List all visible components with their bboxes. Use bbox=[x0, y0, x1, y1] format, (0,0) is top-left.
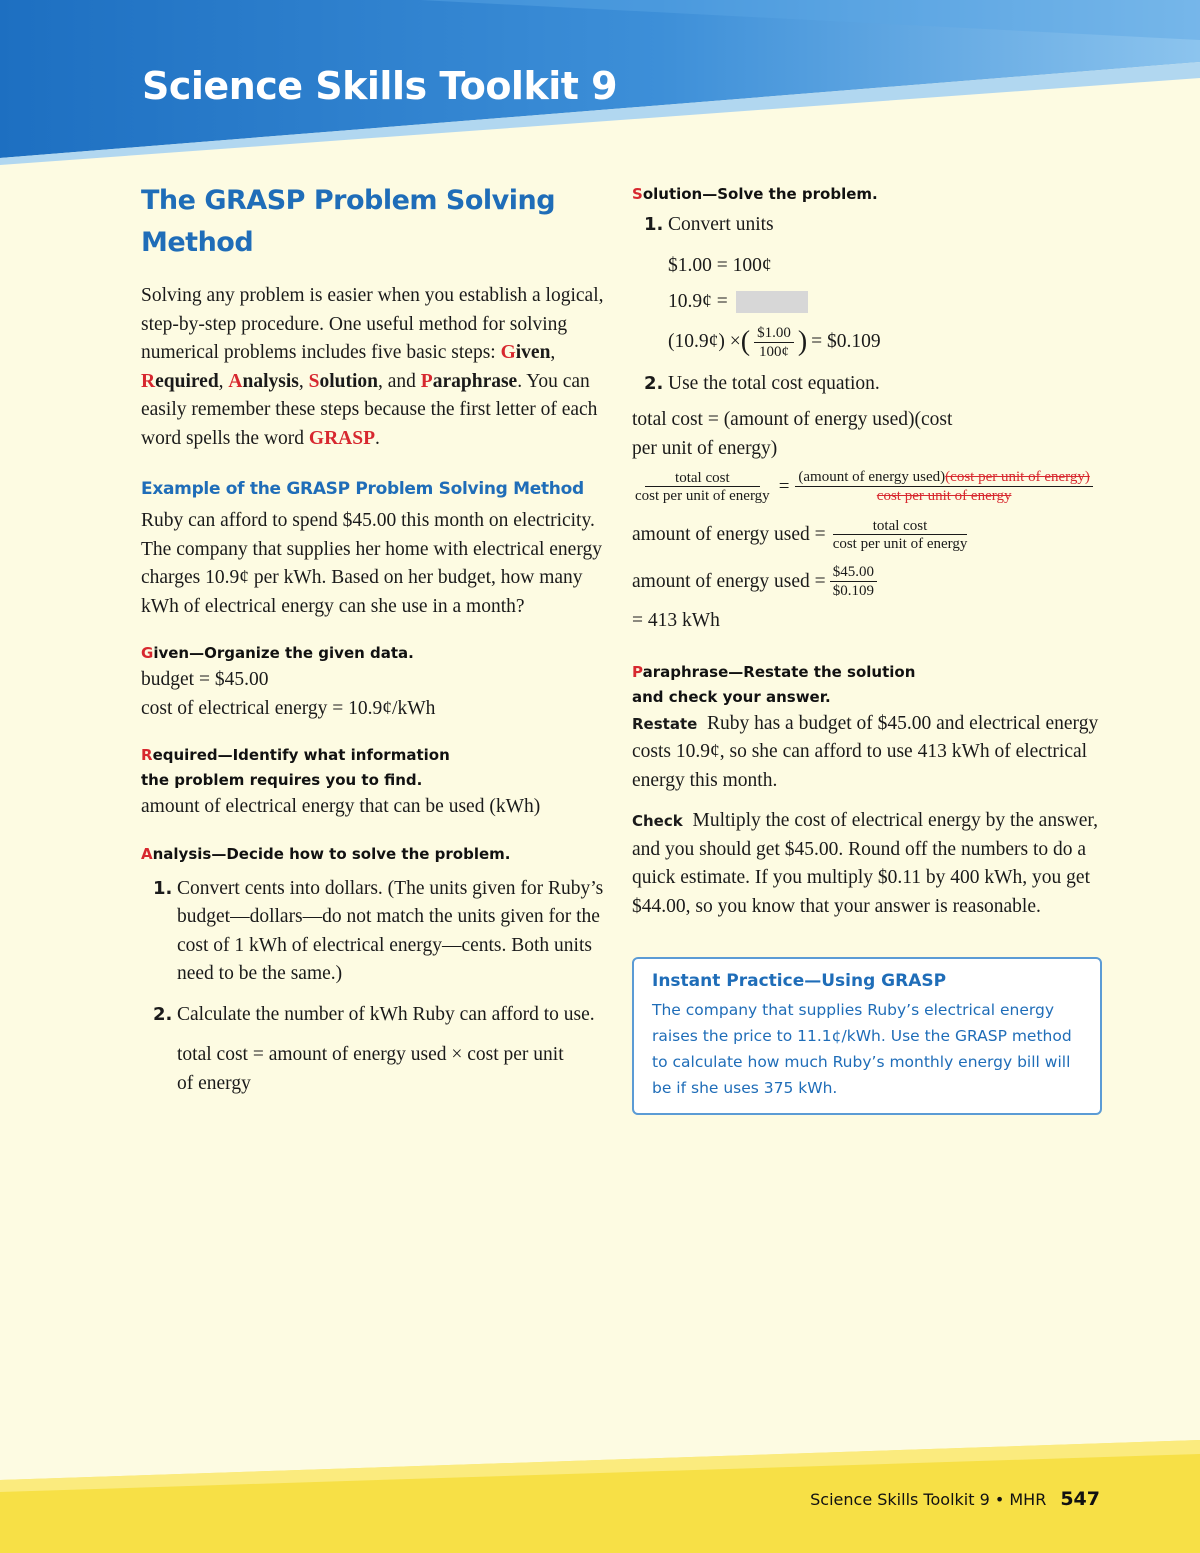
intro-paragraph: Solving any problem is easier when you establish a logical, step-by-step procedure. One useful method for solving numerical problems includes five basic steps: Given, Required, Analysis, Solution, and Paraphrase. You can easily remember these steps because the first letter of each word spells the word GRASP. bbox=[141, 285, 604, 449]
energy-used-fraction-2-top: $45.00 bbox=[830, 564, 877, 582]
step-rest-given: iven bbox=[515, 342, 551, 363]
solution-item-2-number: 2. bbox=[644, 372, 664, 394]
rearranged-right-top-a: (amount of energy used) bbox=[798, 469, 946, 485]
conversion-line-2-text: 10.9¢ = bbox=[668, 291, 728, 312]
required-heading bbox=[141, 743, 611, 793]
energy-used-equation-2 bbox=[632, 564, 1102, 599]
footer-running-head: Science Skills Toolkit 9 • MHR bbox=[810, 1490, 1047, 1509]
equals-sign: = bbox=[778, 475, 790, 497]
conversion-line-3-left: (10.9¢) × bbox=[668, 330, 741, 352]
instant-practice-box bbox=[632, 957, 1102, 1115]
energy-used-equation-1 bbox=[632, 518, 1102, 552]
energy-used-label-2: amount of energy used = bbox=[632, 570, 826, 592]
solution-heading-text: olution—Solve the problem. bbox=[642, 185, 878, 203]
solution-heading bbox=[632, 182, 1102, 207]
energy-used-result: = 413 kWh bbox=[632, 610, 720, 631]
restate-text: Ruby has a budget of $45.00 and electrical energy costs 10.9¢, so she can afford to use 413 kWh of electrical energy this month. bbox=[632, 712, 1099, 791]
step-initial-r: R bbox=[141, 370, 156, 392]
given-heading bbox=[141, 641, 611, 666]
solution-item-1-number: 1. bbox=[644, 214, 664, 235]
energy-used-fraction-2 bbox=[830, 564, 877, 599]
given-heading-text: iven—Organize the given data. bbox=[153, 644, 414, 662]
grasp-word: GRASP bbox=[308, 427, 375, 449]
rearranged-left-fraction bbox=[632, 470, 773, 504]
step-rest-required: equired bbox=[155, 370, 219, 392]
solution-initial: S bbox=[632, 185, 643, 203]
analysis-item-1-text: Convert cents into dollars. (The units given for Ruby’s budget—dollars—do not match the units given for the cost of 1 kWh of electrical energy—cents. Both units need to be the same.) bbox=[177, 877, 604, 984]
analysis-initial: A bbox=[141, 844, 153, 863]
rearranged-equation bbox=[632, 469, 1102, 504]
conversion-line-2 bbox=[668, 288, 1102, 317]
conversion-line-3-right: = $0.109 bbox=[811, 330, 881, 352]
intro-text: Solving any problem is easier when you establish a logical, step-by-step procedure. One useful method for solving numerical problems includes five basic steps: bbox=[141, 285, 604, 363]
answer-blank-box bbox=[736, 291, 808, 313]
given-initial: G bbox=[141, 644, 154, 662]
given-line-budget: budget = $45.00 bbox=[141, 669, 269, 690]
cancelled-term-bottom: cost per unit of energy bbox=[876, 488, 1012, 504]
conversion-line-1: $1.00 = 100¢ bbox=[668, 254, 772, 276]
paraphrase-initial: P bbox=[632, 662, 643, 681]
analysis-item-1-number: 1. bbox=[153, 877, 173, 899]
step-initial-s: S bbox=[308, 370, 320, 392]
analysis-equation: total cost = amount of energy used × cost per unit of energy bbox=[177, 1044, 564, 1094]
right-column bbox=[632, 182, 1102, 1115]
instant-practice-title: Instant Practice—Using GRASP bbox=[652, 971, 947, 991]
page-header-title: Science Skills Toolkit 9 bbox=[142, 64, 618, 108]
header-banner bbox=[0, 0, 1200, 165]
energy-used-fraction-2-bottom: $0.109 bbox=[832, 583, 874, 599]
analysis-item-2-text: Calculate the number of kWh Ruby can afford to use. bbox=[177, 1003, 595, 1025]
conversion-fraction-bottom: 100¢ bbox=[758, 343, 789, 360]
total-cost-equation: total cost = (amount of energy used)(cost per unit of energy) bbox=[632, 409, 953, 459]
left-paren: ( bbox=[740, 326, 751, 357]
given-line-cost: cost of electrical energy = 10.9¢/kWh bbox=[141, 697, 436, 719]
required-heading-line1: equired—Identify what information bbox=[152, 746, 450, 764]
rearranged-right-top bbox=[795, 469, 1092, 487]
restate-label: Restate bbox=[632, 714, 698, 733]
solution-item-2-text: Use the total cost equation. bbox=[668, 372, 880, 394]
example-heading: Example of the GRASP Problem Solving Method bbox=[141, 479, 584, 499]
section-title: The GRASP Problem Solving Method bbox=[141, 185, 556, 258]
analysis-item-1 bbox=[153, 875, 611, 989]
step-rest-solution: olution bbox=[319, 370, 379, 392]
left-column bbox=[141, 180, 611, 1118]
energy-used-fraction-1-bottom: cost per unit of energy bbox=[832, 536, 968, 552]
given-block bbox=[141, 641, 611, 723]
restate-paragraph bbox=[632, 710, 1102, 796]
check-text: Multiply the cost of electrical energy by the answer, and you should get $45.00. Round off the numbers to do a quick estimate. If you multiply $0.11 by 400 kWh, you get $44.00, so you know that your answer is reasonable. bbox=[632, 810, 1099, 917]
page-footer bbox=[810, 1488, 1100, 1510]
rearranged-right-fraction bbox=[795, 469, 1092, 504]
check-paragraph bbox=[632, 807, 1102, 921]
step-rest-analysis: nalysis bbox=[242, 370, 299, 392]
analysis-item-2-number: 2. bbox=[153, 1003, 173, 1025]
required-text: amount of electrical energy that can be used (kWh) bbox=[141, 796, 541, 817]
example-problem: Ruby can afford to spend $45.00 this month on electricity. The company that supplies her home with electrical energy charges 10.9¢ per kWh. Based on her budget, how many kWh of electrical energy can she use in a month? bbox=[141, 510, 602, 617]
analysis-block bbox=[141, 842, 611, 1099]
analysis-item-2 bbox=[153, 1001, 611, 1030]
paraphrase-heading bbox=[632, 660, 1102, 710]
solution-item-2 bbox=[644, 370, 1102, 399]
check-label: Check bbox=[632, 812, 683, 830]
rearranged-left-top: total cost bbox=[645, 470, 760, 487]
energy-used-fraction-1 bbox=[830, 518, 971, 552]
required-initial: R bbox=[141, 746, 153, 764]
step-initial-p: P bbox=[420, 370, 433, 392]
energy-used-label-1: amount of energy used = bbox=[632, 524, 826, 545]
required-block bbox=[141, 743, 611, 822]
conversion-fraction-top: $1.00 bbox=[754, 325, 794, 343]
analysis-heading-text: nalysis—Decide how to solve the problem. bbox=[152, 844, 511, 863]
paraphrase-heading-line2: and check your answer. bbox=[632, 687, 831, 706]
analysis-heading bbox=[141, 842, 611, 867]
cancelled-term-top: (cost per unit of energy) bbox=[945, 469, 1090, 485]
rearranged-left-bottom: cost per unit of energy bbox=[635, 487, 770, 504]
step-initial-a: A bbox=[228, 370, 243, 392]
step-initial-g: G bbox=[500, 342, 516, 363]
solution-item-1-text: Convert units bbox=[668, 214, 774, 235]
intro-suffix-text: You can easily remember these steps because the first letter of each word spells the word bbox=[141, 370, 598, 449]
conversion-line-3 bbox=[668, 325, 1102, 360]
conversion-fraction bbox=[754, 325, 794, 360]
solution-item-1 bbox=[644, 211, 1102, 240]
energy-used-fraction-1-top: total cost bbox=[833, 518, 968, 535]
instant-practice-text: The company that supplies Ruby’s electrical energy raises the price to 11.1¢/kWh. Use the GRASP method to calculate how much Ruby’s monthly energy bill will be if she uses 375 kWh. bbox=[652, 1001, 1072, 1097]
step-rest-paraphrase: araphrase bbox=[432, 370, 518, 392]
right-paren: ) bbox=[797, 326, 808, 357]
paraphrase-heading-line1: araphrase—Restate the solution bbox=[642, 662, 916, 681]
required-heading-line2: the problem requires you to find. bbox=[141, 771, 423, 789]
page-number: 547 bbox=[1060, 1488, 1100, 1510]
